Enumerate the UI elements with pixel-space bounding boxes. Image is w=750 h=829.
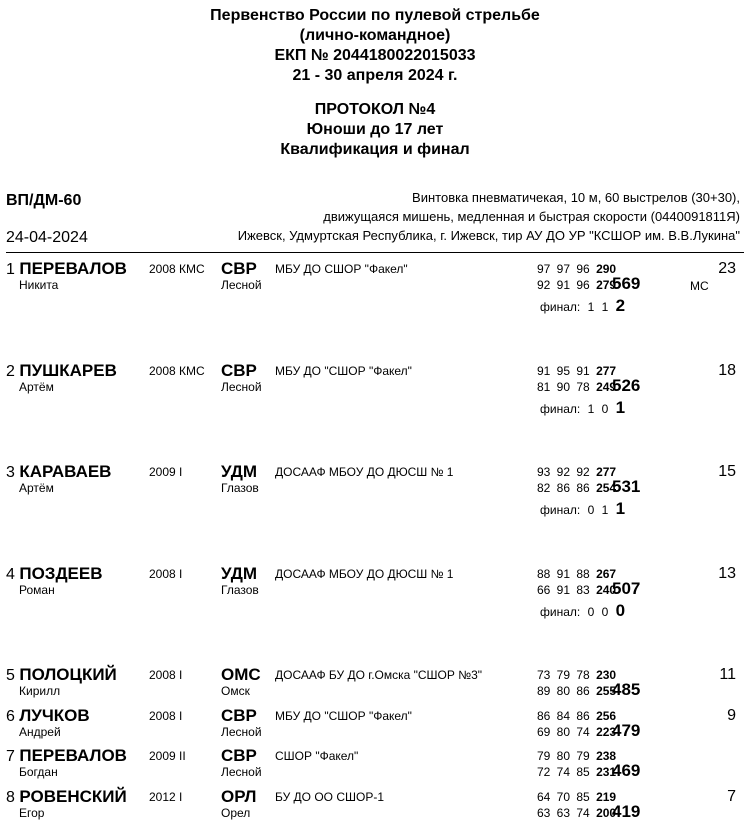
athlete-region: СВР: [221, 746, 257, 765]
athlete-achieved-rank: МС: [690, 279, 709, 293]
event-date: 24-04-2024: [6, 229, 88, 246]
athlete-first-name: Богдан: [19, 765, 58, 779]
athlete-row: [0, 706, 750, 746]
series-first: 97 97 96 290: [537, 262, 617, 276]
athlete-points: 11: [719, 666, 736, 683]
athlete-city: Глазов: [221, 583, 259, 597]
athlete-place: 8 РОВЕНСКИЙ: [6, 787, 127, 806]
series-second: 63 63 74 200: [537, 806, 617, 820]
athlete-region: ОМС: [221, 665, 261, 684]
series-second: 72 74 85 231: [537, 765, 617, 779]
event-venue: Ижевск, Удмуртская Республика, г. Ижевск, тир АУ ДО УР "КСШОР им. В.В.Лукина": [237, 228, 740, 243]
athlete-row: [0, 462, 750, 518]
athlete-club: ДОСААФ МБОУ ДО ДЮСШ № 1: [275, 567, 454, 581]
athlete-region: СВР: [221, 361, 257, 380]
athlete-city: Омск: [221, 684, 250, 698]
athlete-year-rank: 2009 I: [149, 465, 183, 479]
athlete-row: [0, 564, 750, 620]
athlete-year-rank: 2012 I: [149, 790, 183, 804]
series-first: 88 91 88 267: [537, 567, 617, 581]
qualification-total: 469: [612, 761, 641, 780]
athlete-row: [0, 259, 750, 315]
athlete-year-rank: 2008 КМС: [149, 262, 205, 276]
athlete-club: ДОСААФ МБОУ ДО ДЮСШ № 1: [275, 465, 454, 479]
athlete-city: Орел: [221, 806, 251, 820]
athlete-place: 3 КАРАВАЕВ: [6, 462, 112, 481]
athlete-row: [0, 746, 750, 786]
athlete-club: БУ ДО ОО СШОР-1: [275, 790, 385, 804]
series-second: 69 80 74 223: [537, 725, 617, 739]
series-second: 92 91 96 279: [537, 278, 617, 292]
championship-dates: 21 - 30 апреля 2024 г.: [292, 67, 458, 84]
qualification-total: 507: [612, 579, 641, 598]
athlete-city: Лесной: [221, 725, 262, 739]
header-divider: [6, 252, 744, 253]
series-first: 73 79 78 230: [537, 668, 617, 682]
qualification-total: 531: [612, 477, 641, 496]
athlete-place: 5 ПОЛОЦКИЙ: [6, 665, 117, 684]
athlete-first-name: Роман: [19, 583, 55, 597]
athlete-first-name: Никита: [19, 278, 59, 292]
series-second: 82 86 86 254: [537, 481, 617, 495]
athlete-club: МБУ ДО СШОР "Факел": [275, 262, 408, 276]
athlete-points: 13: [718, 565, 736, 582]
athlete-year-rank: 2008 I: [149, 709, 183, 723]
final-result: финал: 1 1 2: [540, 296, 626, 315]
athlete-points: 9: [727, 707, 736, 724]
athlete-row: [0, 665, 750, 705]
athlete-place: 2 ПУШКАРЕВ: [6, 361, 117, 380]
athlete-row: [0, 361, 750, 417]
series-first: 64 70 85 219: [537, 790, 617, 804]
athlete-first-name: Кирилл: [19, 684, 61, 698]
athlete-city: Лесной: [221, 765, 262, 779]
championship-type: (лично-командное): [299, 27, 451, 44]
championship-title: Первенство России по пулевой стрельбе: [210, 7, 540, 24]
athlete-year-rank: 2008 КМС: [149, 364, 205, 378]
athlete-place: 1 ПЕРЕВАЛОВ: [6, 259, 127, 278]
athlete-club: МБУ ДО "СШОР "Факел": [275, 364, 412, 378]
series-first: 93 92 92 277: [537, 465, 617, 479]
series-second: 66 91 83 240: [537, 583, 617, 597]
athlete-year-rank: 2008 I: [149, 668, 183, 682]
athlete-region: СВР: [221, 706, 257, 725]
athlete-club: ДОСААФ БУ ДО г.Омска "СШОР №3": [275, 668, 483, 682]
athlete-city: Лесной: [221, 380, 262, 394]
athlete-region: УДМ: [221, 564, 257, 583]
athlete-place: 7 ПЕРЕВАЛОВ: [6, 746, 127, 765]
event-desc-line2: движущаяся мишень, медленная и быстрая скорости (0440091811Я): [323, 209, 740, 224]
document-header: [0, 6, 750, 160]
athlete-first-name: Егор: [19, 806, 45, 820]
series-second: 81 90 78 249: [537, 380, 617, 394]
age-group: Юноши до 17 лет: [306, 121, 444, 138]
event-code: ВП/ДМ-60: [6, 192, 82, 209]
series-first: 91 95 91 277: [537, 364, 617, 378]
qualification-total: 569: [612, 274, 641, 293]
final-result: финал: 1 0 1: [540, 398, 626, 417]
athlete-points: 7: [727, 788, 736, 805]
athlete-first-name: Артём: [19, 380, 54, 394]
athlete-region: ОРЛ: [221, 787, 257, 806]
athlete-points: 23: [718, 260, 736, 277]
series-second: 89 80 86 255: [537, 684, 617, 698]
athlete-row: [0, 787, 750, 827]
event-desc-line1: Винтовка пневматичекая, 10 м, 60 выстрелов (30+30),: [412, 190, 740, 205]
event-description: [238, 188, 740, 245]
final-result: финал: 0 1 1: [540, 499, 626, 518]
athlete-city: Лесной: [221, 278, 262, 292]
athlete-points: 15: [718, 463, 736, 480]
athlete-place: 6 ЛУЧКОВ: [6, 706, 90, 725]
athlete-region: СВР: [221, 259, 257, 278]
athlete-year-rank: 2009 II: [149, 749, 186, 763]
qualification-total: 479: [612, 721, 641, 740]
athlete-first-name: Артём: [19, 481, 54, 495]
athlete-region: УДМ: [221, 462, 257, 481]
qualification-total: 485: [612, 680, 641, 699]
athlete-points: 18: [718, 362, 736, 379]
qualification-total: 419: [612, 802, 641, 821]
athlete-club: СШОР "Факел": [275, 749, 359, 763]
athlete-first-name: Андрей: [19, 725, 61, 739]
series-first: 86 84 86 256: [537, 709, 617, 723]
athlete-year-rank: 2008 I: [149, 567, 183, 581]
athlete-club: МБУ ДО "СШОР "Факел": [275, 709, 412, 723]
stage-title: Квалификация и финал: [280, 141, 470, 158]
series-first: 79 80 79 238: [537, 749, 617, 763]
ekp-number: ЕКП № 2044180022015033: [274, 47, 476, 64]
protocol-number: ПРОТОКОЛ №4: [314, 101, 436, 118]
athlete-place: 4 ПОЗДЕЕВ: [6, 564, 103, 583]
athlete-city: Глазов: [221, 481, 259, 495]
final-result: финал: 0 0 0: [540, 601, 626, 620]
qualification-total: 526: [612, 376, 641, 395]
